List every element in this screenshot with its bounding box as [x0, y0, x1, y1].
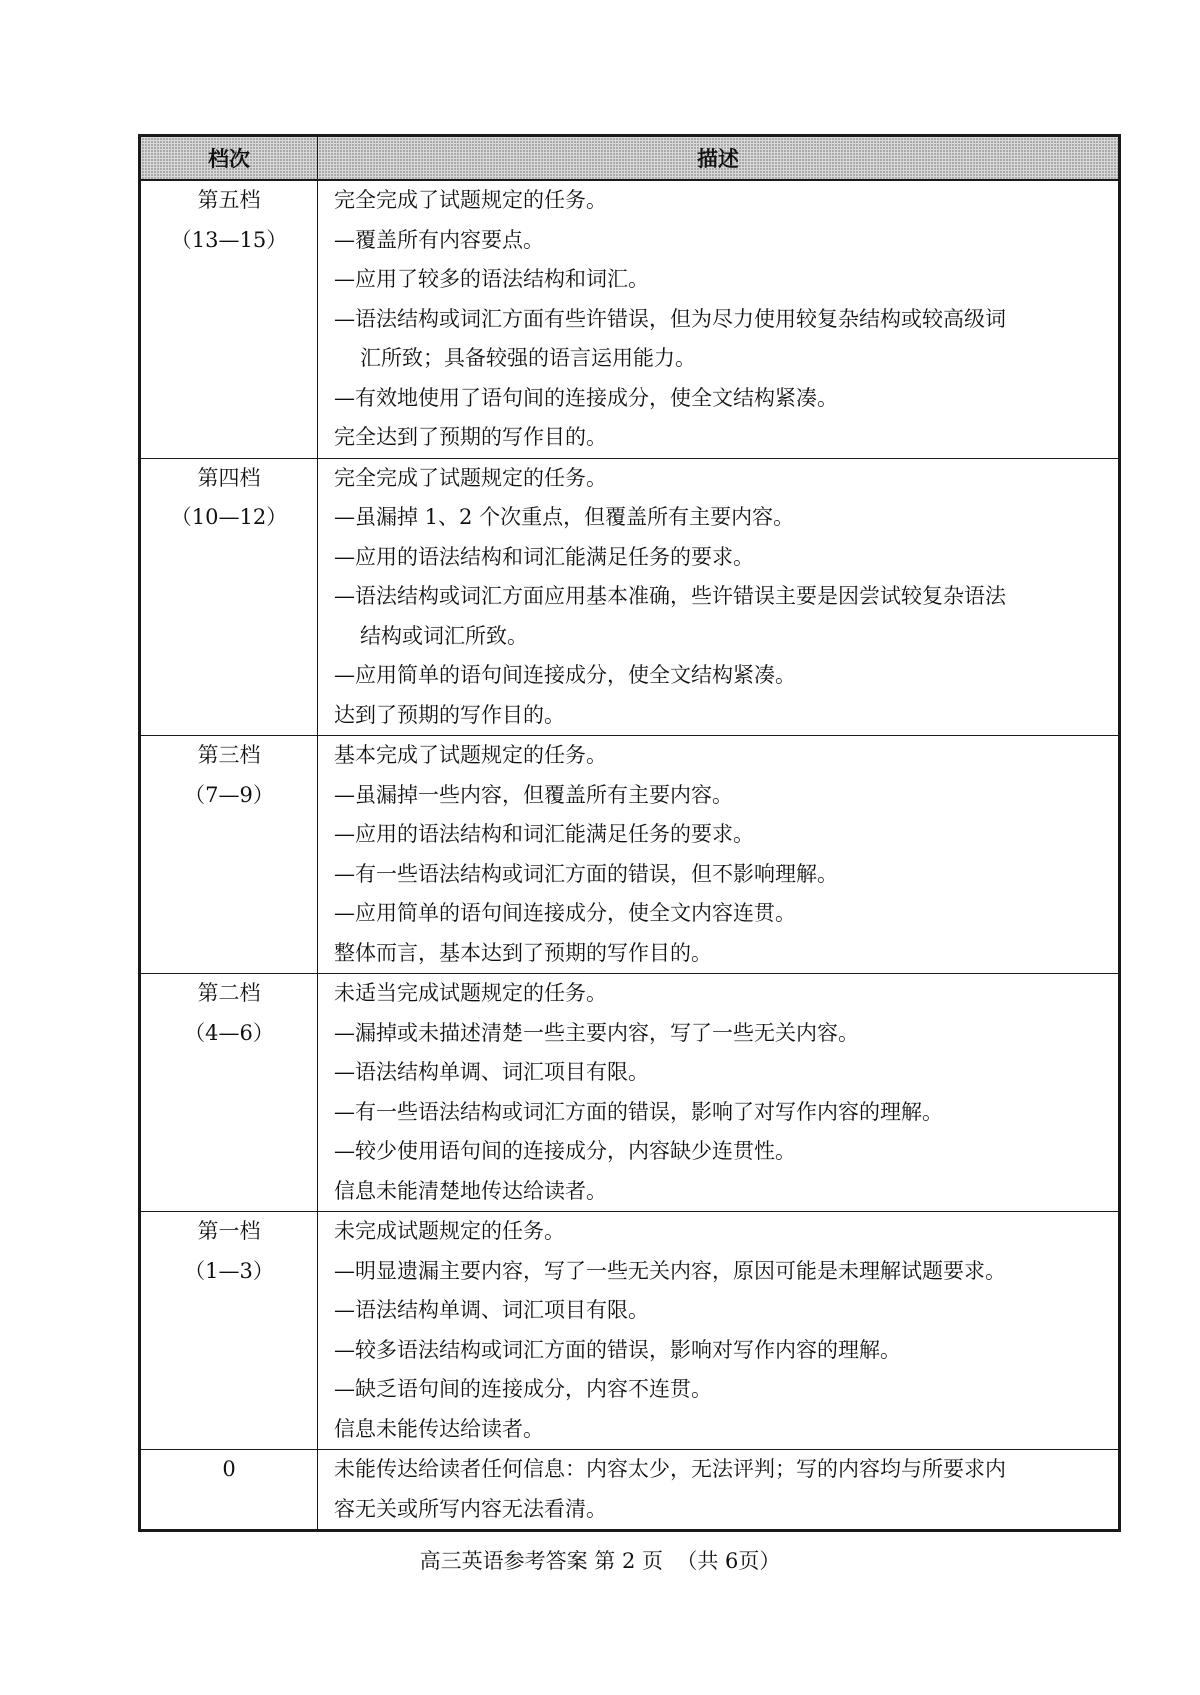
- level-score-range: （1—3）: [184, 1258, 274, 1283]
- description-line: 信息未能清楚地传达给读者。: [334, 1178, 607, 1203]
- description-line: —虽漏掉 1、2 个次重点，但覆盖所有主要内容。: [334, 505, 795, 529]
- level-score-range: （4—6）: [184, 1020, 274, 1045]
- level-cell: [140, 180, 318, 458]
- description-line: 未适当完成试题规定的任务。: [334, 981, 607, 1005]
- level-name: 第一档: [197, 1219, 261, 1243]
- level-name: 第五档: [197, 188, 261, 212]
- description-cell: [318, 1212, 1120, 1450]
- description-line: 汇所致；具备较强的语言运用能力。: [360, 346, 696, 370]
- description-line: —语法结构单调、词汇项目有限。: [334, 1298, 649, 1322]
- scoring-rubric-table: [138, 134, 1121, 1532]
- description-line: 结构或词汇所致。: [360, 623, 528, 648]
- description-line: —缺乏语句间的连接成分，内容不连贯。: [334, 1377, 712, 1401]
- level-score-range: （7—9）: [184, 782, 274, 807]
- level-name: 第四档: [197, 465, 261, 490]
- description-line: 完全完成了试题规定的任务。: [334, 188, 607, 212]
- description-line: 未完成试题规定的任务。: [334, 1219, 565, 1243]
- description-line: 达到了预期的写作目的。: [334, 702, 565, 727]
- table-body: [140, 180, 1120, 1531]
- table-header-row: [140, 136, 1120, 181]
- header-description: 描述: [318, 136, 1120, 181]
- description-line: 信息未能传达给读者。: [334, 1416, 544, 1441]
- description-line: —语法结构或词汇方面有些许错误，但为尽力使用较复杂结构或较高级词: [334, 306, 1006, 331]
- description-line: —虽漏掉一些内容，但覆盖所有主要内容。: [334, 782, 733, 807]
- description-line: 容无关或所写内容无法看清。: [334, 1496, 607, 1521]
- level-cell: [140, 1212, 318, 1450]
- description-line: —有一些语法结构或词汇方面的错误，影响了对写作内容的理解。: [334, 1099, 943, 1124]
- description-line: 基本完成了试题规定的任务。: [334, 743, 607, 767]
- description-line: —应用的语法结构和词汇能满足任务的要求。: [334, 544, 754, 569]
- description-line: 整体而言，基本达到了预期的写作目的。: [334, 940, 712, 965]
- level-cell: [140, 974, 318, 1212]
- description-line: 未能传达给读者任何信息：内容太少，无法评判；写的内容均与所要求内: [334, 1457, 1006, 1481]
- description-line: 完全完成了试题规定的任务。: [334, 465, 607, 490]
- table-row: [140, 736, 1120, 974]
- description-line: —有效地使用了语句间的连接成分，使全文结构紧凑。: [334, 385, 838, 410]
- description-cell: [318, 458, 1120, 736]
- table-row: [140, 180, 1120, 458]
- description-line: —语法结构或词汇方面应用基本准确，些许错误主要是因尝试较复杂语法: [334, 584, 1006, 608]
- description-line: —较少使用语句间的连接成分，内容缺少连贯性。: [334, 1139, 796, 1163]
- description-cell: [318, 736, 1120, 974]
- description-cell: [318, 974, 1120, 1212]
- level-name: 第三档: [197, 743, 261, 767]
- table-row: [140, 458, 1120, 736]
- level-name: 0: [222, 1457, 236, 1481]
- description-cell: [318, 1450, 1120, 1531]
- description-line: —应用了较多的语法结构和词汇。: [334, 267, 649, 291]
- description-line: —语法结构单调、词汇项目有限。: [334, 1060, 649, 1084]
- level-name: 第二档: [197, 981, 261, 1005]
- description-line: —应用简单的语句间连接成分，使全文内容连贯。: [334, 901, 796, 925]
- table-row: [140, 1212, 1120, 1450]
- description-line: 完全达到了预期的写作目的。: [334, 425, 607, 449]
- description-line: —覆盖所有内容要点。: [334, 227, 544, 252]
- description-line: —应用简单的语句间连接成分，使全文结构紧凑。: [334, 663, 796, 687]
- page-footer: 高三英语参考答案 第 2 页 （共 6页）: [419, 1549, 781, 1573]
- level-score-range: （13—15）: [170, 227, 288, 252]
- description-line: —应用的语法结构和词汇能满足任务的要求。: [334, 822, 754, 846]
- header-level: 档次: [140, 136, 318, 181]
- description-line: —明显遗漏主要内容，写了一些无关内容，原因可能是未理解试题要求。: [334, 1258, 1006, 1283]
- table-row: [140, 974, 1120, 1212]
- description-line: —有一些语法结构或词汇方面的错误，但不影响理解。: [334, 861, 838, 886]
- level-score-range: （10—12）: [170, 505, 288, 529]
- table-row: [140, 1450, 1120, 1531]
- description-line: —漏掉或未描述清楚一些主要内容，写了一些无关内容。: [334, 1020, 859, 1045]
- level-cell: [140, 1450, 318, 1531]
- description-line: —较多语法结构或词汇方面的错误，影响对写作内容的理解。: [334, 1337, 901, 1362]
- level-cell: [140, 458, 318, 736]
- description-cell: [318, 180, 1120, 458]
- level-cell: [140, 736, 318, 974]
